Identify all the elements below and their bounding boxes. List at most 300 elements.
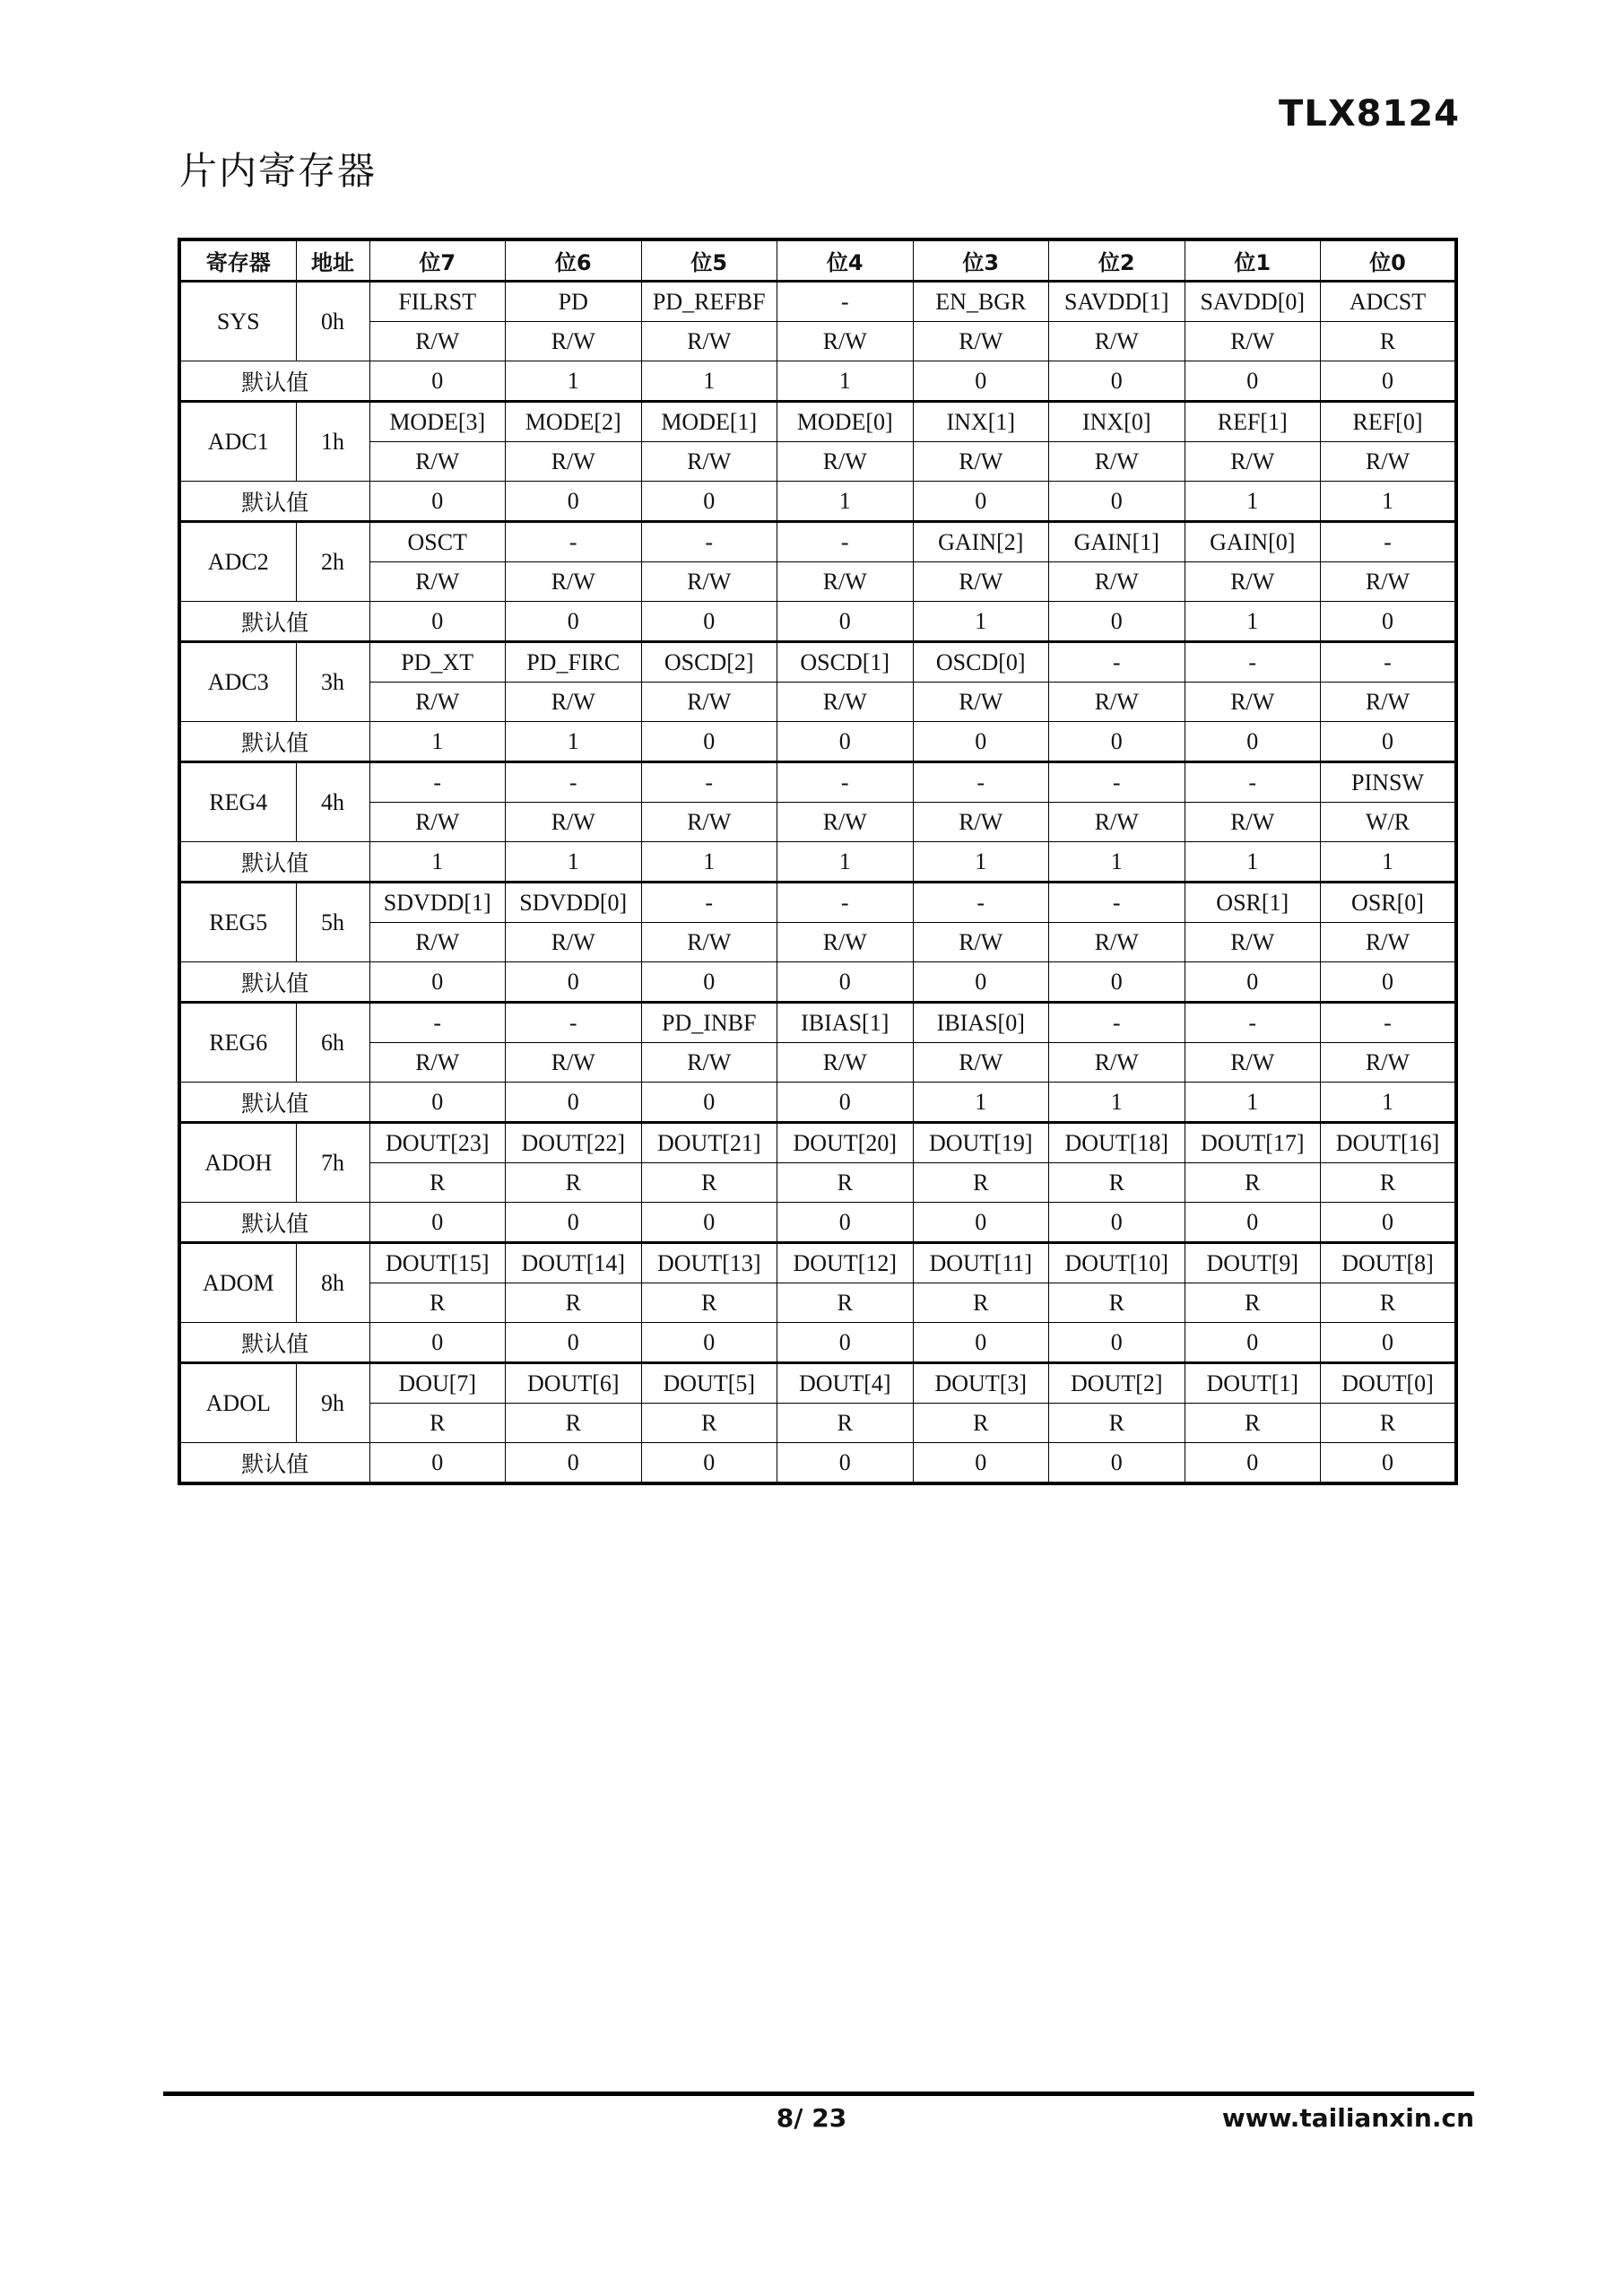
register-name: REG4 [179, 762, 296, 842]
register-name: ADC3 [179, 642, 296, 722]
register-access-row [179, 322, 1456, 361]
website-url: www.tailianxin.cn [1221, 2103, 1474, 2133]
default-value-cell: 0 [913, 1323, 1049, 1363]
default-value-cell: 0 [1049, 1443, 1185, 1484]
default-value-cell: 1 [1321, 842, 1457, 883]
access-type-cell: R [1185, 1404, 1321, 1443]
default-value-cell: 0 [369, 1203, 506, 1243]
access-type-cell: R [1321, 322, 1457, 361]
default-value-cell: 0 [1049, 962, 1185, 1003]
register-default-row [179, 842, 1456, 883]
bit-name-cell: INX[0] [1049, 402, 1185, 442]
column-header: 位7 [369, 239, 506, 282]
default-value-cell: 0 [506, 1323, 642, 1363]
access-type-cell: R/W [1049, 1043, 1185, 1083]
bit-name-cell: DOUT[10] [1049, 1243, 1185, 1283]
default-value-cell: 0 [641, 1203, 777, 1243]
access-type-cell: R/W [1049, 683, 1185, 722]
bit-name-cell: ADCST [1321, 282, 1457, 322]
default-value-cell: 1 [1049, 1083, 1185, 1123]
register-bits-row [179, 883, 1456, 923]
default-value-cell: 0 [369, 1443, 506, 1484]
default-value-cell: 0 [506, 962, 642, 1003]
default-value-cell: 0 [1321, 361, 1457, 402]
access-type-cell: R/W [641, 683, 777, 722]
default-value-cell: 0 [777, 962, 914, 1003]
bit-name-cell: GAIN[0] [1185, 522, 1321, 562]
default-value-cell: 0 [506, 1203, 642, 1243]
bit-name-cell: - [1185, 642, 1321, 683]
access-type-cell: R [777, 1404, 914, 1443]
bit-name-cell: - [777, 282, 914, 322]
register-address: 8h [296, 1243, 369, 1323]
access-type-cell: R [506, 1404, 642, 1443]
access-type-cell: R/W [506, 683, 642, 722]
access-type-cell: R/W [1185, 562, 1321, 602]
register-access-row [179, 562, 1456, 602]
access-type-cell: R/W [369, 322, 506, 361]
bit-name-cell: OSCD[2] [641, 642, 777, 683]
default-value-cell: 1 [913, 1083, 1049, 1123]
bit-name-cell: DOUT[6] [506, 1363, 642, 1404]
access-type-cell: R/W [1321, 683, 1457, 722]
access-type-cell: R [1321, 1283, 1457, 1323]
bit-name-cell: - [1185, 1003, 1321, 1043]
access-type-cell: R/W [777, 562, 914, 602]
access-type-cell: R/W [777, 683, 914, 722]
default-value-cell: 0 [1321, 602, 1457, 642]
register-bits-row [179, 1363, 1456, 1404]
register-default-row [179, 1443, 1456, 1484]
default-value-cell: 0 [777, 722, 914, 762]
bit-name-cell: DOUT[16] [1321, 1123, 1457, 1163]
bit-name-cell: DOUT[4] [777, 1363, 914, 1404]
page-number: 8/ 23 [776, 2103, 847, 2133]
bit-name-cell: DOUT[21] [641, 1123, 777, 1163]
register-bits-row [179, 1003, 1456, 1043]
register-bits-row [179, 402, 1456, 442]
default-value-cell: 1 [1185, 482, 1321, 522]
default-value-cell: 0 [369, 482, 506, 522]
access-type-cell: R/W [913, 923, 1049, 962]
default-value-cell: 1 [1185, 1083, 1321, 1123]
bit-name-cell: REF[0] [1321, 402, 1457, 442]
bit-name-cell: MODE[2] [506, 402, 642, 442]
register-address: 2h [296, 522, 369, 602]
access-type-cell: R/W [1321, 442, 1457, 482]
access-type-cell: R/W [369, 442, 506, 482]
bit-name-cell: FILRST [369, 282, 506, 322]
register-access-row [179, 923, 1456, 962]
bit-name-cell: - [1049, 1003, 1185, 1043]
bit-name-cell: GAIN[1] [1049, 522, 1185, 562]
bit-name-cell: - [641, 762, 777, 803]
bit-name-cell: - [1049, 642, 1185, 683]
access-type-cell: R/W [1049, 803, 1185, 842]
access-type-cell: R/W [641, 803, 777, 842]
access-type-cell: R/W [1049, 442, 1185, 482]
register-default-row [179, 1203, 1456, 1243]
default-value-cell: 1 [777, 361, 914, 402]
register-address: 3h [296, 642, 369, 722]
bit-name-cell: - [641, 522, 777, 562]
bit-name-cell: REF[1] [1185, 402, 1321, 442]
default-value-cell: 0 [777, 602, 914, 642]
column-header: 位3 [913, 239, 1049, 282]
access-type-cell: R/W [913, 1043, 1049, 1083]
register-name: REG5 [179, 883, 296, 962]
register-address: 9h [296, 1363, 369, 1443]
register-access-row [179, 683, 1456, 722]
access-type-cell: R [1049, 1404, 1185, 1443]
access-type-cell: R [641, 1404, 777, 1443]
bit-name-cell: MODE[1] [641, 402, 777, 442]
bit-name-cell: PINSW [1321, 762, 1457, 803]
default-value-cell: 0 [641, 962, 777, 1003]
register-access-row [179, 1283, 1456, 1323]
default-value-cell: 0 [1049, 1203, 1185, 1243]
access-type-cell: R/W [506, 803, 642, 842]
bit-name-cell: - [1185, 762, 1321, 803]
bit-name-cell: MODE[3] [369, 402, 506, 442]
register-name: REG6 [179, 1003, 296, 1083]
access-type-cell: R [1185, 1283, 1321, 1323]
default-value-cell: 0 [777, 1203, 914, 1243]
bit-name-cell: EN_BGR [913, 282, 1049, 322]
bit-name-cell: - [1049, 883, 1185, 923]
bit-name-cell: PD_REFBF [641, 282, 777, 322]
register-bits-row [179, 522, 1456, 562]
bit-name-cell: PD_XT [369, 642, 506, 683]
bit-name-cell: DOUT[13] [641, 1243, 777, 1283]
default-value-cell: 1 [506, 722, 642, 762]
access-type-cell: R/W [1185, 442, 1321, 482]
bit-name-cell: DOUT[23] [369, 1123, 506, 1163]
column-header: 寄存器 [179, 239, 296, 282]
default-value-cell: 1 [777, 482, 914, 522]
default-value-cell: 0 [641, 482, 777, 522]
bit-name-cell: DOUT[17] [1185, 1123, 1321, 1163]
default-value-cell: 0 [369, 361, 506, 402]
default-value-cell: 0 [1185, 962, 1321, 1003]
register-name: ADOL [179, 1363, 296, 1443]
default-value-cell: 0 [641, 722, 777, 762]
default-value-cell: 0 [506, 1443, 642, 1484]
document-id: TLX8124 [1279, 93, 1460, 135]
register-access-row [179, 1404, 1456, 1443]
access-type-cell: R/W [777, 1043, 914, 1083]
default-value-cell: 0 [506, 602, 642, 642]
default-value-cell: 0 [1321, 722, 1457, 762]
bit-name-cell: PD_INBF [641, 1003, 777, 1043]
bit-name-cell: DOUT[8] [1321, 1243, 1457, 1283]
column-header: 位1 [1185, 239, 1321, 282]
bit-name-cell: - [506, 762, 642, 803]
bit-name-cell: - [913, 762, 1049, 803]
bit-name-cell: - [777, 883, 914, 923]
default-value-cell: 1 [506, 842, 642, 883]
register-default-row [179, 962, 1456, 1003]
bit-name-cell: - [913, 883, 1049, 923]
default-value-cell: 1 [1321, 482, 1457, 522]
register-access-row [179, 803, 1456, 842]
bit-name-cell: OSCT [369, 522, 506, 562]
bit-name-cell: DOUT[20] [777, 1123, 914, 1163]
default-value-label: 默认值 [179, 602, 369, 642]
access-type-cell: R/W [506, 923, 642, 962]
access-type-cell: R [506, 1283, 642, 1323]
bit-name-cell: DOUT[0] [1321, 1363, 1457, 1404]
access-type-cell: R/W [369, 923, 506, 962]
bit-name-cell: PD [506, 282, 642, 322]
register-name: ADC2 [179, 522, 296, 602]
access-type-cell: R/W [1321, 923, 1457, 962]
default-value-cell: 0 [1321, 962, 1457, 1003]
column-header: 位0 [1321, 239, 1457, 282]
default-value-cell: 0 [913, 962, 1049, 1003]
bit-name-cell: - [1049, 762, 1185, 803]
access-type-cell: R/W [1321, 562, 1457, 602]
bit-name-cell: - [506, 1003, 642, 1043]
table-header-row [179, 239, 1456, 282]
bit-name-cell: SDVDD[0] [506, 883, 642, 923]
bit-name-cell: IBIAS[0] [913, 1003, 1049, 1043]
access-type-cell: R/W [1185, 683, 1321, 722]
default-value-cell: 0 [777, 1083, 914, 1123]
register-address: 4h [296, 762, 369, 842]
default-value-cell: 0 [641, 1083, 777, 1123]
access-type-cell: R/W [641, 923, 777, 962]
register-access-row [179, 1163, 1456, 1203]
access-type-cell: R [641, 1283, 777, 1323]
access-type-cell: R/W [369, 683, 506, 722]
access-type-cell: R/W [506, 442, 642, 482]
access-type-cell: R [913, 1283, 1049, 1323]
access-type-cell: R/W [1185, 322, 1321, 361]
column-header: 位5 [641, 239, 777, 282]
bit-name-cell: DOUT[1] [1185, 1363, 1321, 1404]
bit-name-cell: DOU[7] [369, 1363, 506, 1404]
access-type-cell: R/W [641, 562, 777, 602]
bit-name-cell: - [777, 522, 914, 562]
access-type-cell: R/W [1049, 322, 1185, 361]
bit-name-cell: DOUT[11] [913, 1243, 1049, 1283]
access-type-cell: R/W [1049, 562, 1185, 602]
column-header: 位2 [1049, 239, 1185, 282]
access-type-cell: R/W [777, 442, 914, 482]
access-type-cell: R [1321, 1163, 1457, 1203]
access-type-cell: R/W [777, 322, 914, 361]
access-type-cell: R [1185, 1163, 1321, 1203]
bit-name-cell: - [641, 883, 777, 923]
register-table [178, 238, 1458, 1485]
register-name: SYS [179, 282, 296, 361]
register-default-row [179, 1323, 1456, 1363]
access-type-cell: R/W [641, 442, 777, 482]
default-value-cell: 0 [1185, 1323, 1321, 1363]
default-value-label: 默认值 [179, 1323, 369, 1363]
access-type-cell: R [1049, 1283, 1185, 1323]
default-value-cell: 0 [913, 361, 1049, 402]
bit-name-cell: GAIN[2] [913, 522, 1049, 562]
bit-name-cell: INX[1] [913, 402, 1049, 442]
default-value-label: 默认值 [179, 842, 369, 883]
access-type-cell: R [1049, 1163, 1185, 1203]
default-value-label: 默认值 [179, 1203, 369, 1243]
access-type-cell: R/W [913, 803, 1049, 842]
section-title: 片内寄存器 [179, 149, 378, 193]
register-name: ADOH [179, 1123, 296, 1203]
default-value-cell: 0 [506, 1083, 642, 1123]
access-type-cell: R/W [913, 322, 1049, 361]
default-value-label: 默认值 [179, 1443, 369, 1484]
default-value-cell: 0 [1321, 1443, 1457, 1484]
default-value-cell: 0 [1049, 1323, 1185, 1363]
default-value-cell: 1 [1049, 842, 1185, 883]
bit-name-cell: - [369, 762, 506, 803]
default-value-cell: 0 [1185, 722, 1321, 762]
bit-name-cell: DOUT[22] [506, 1123, 642, 1163]
access-type-cell: R [777, 1283, 914, 1323]
bit-name-cell: DOUT[19] [913, 1123, 1049, 1163]
default-value-cell: 0 [1049, 482, 1185, 522]
bit-name-cell: - [1321, 642, 1457, 683]
access-type-cell: R [913, 1163, 1049, 1203]
register-access-row [179, 1043, 1456, 1083]
bit-name-cell: OSR[1] [1185, 883, 1321, 923]
register-access-row [179, 442, 1456, 482]
bit-name-cell: OSR[0] [1321, 883, 1457, 923]
default-value-cell: 0 [641, 1443, 777, 1484]
register-bits-row [179, 282, 1456, 322]
default-value-cell: 0 [1049, 602, 1185, 642]
register-bits-row [179, 762, 1456, 803]
bit-name-cell: - [777, 762, 914, 803]
bit-name-cell: DOUT[14] [506, 1243, 642, 1283]
access-type-cell: R/W [506, 562, 642, 602]
default-value-cell: 0 [369, 1323, 506, 1363]
access-type-cell: R/W [641, 322, 777, 361]
register-address: 6h [296, 1003, 369, 1083]
default-value-cell: 0 [777, 1443, 914, 1484]
bit-name-cell: MODE[0] [777, 402, 914, 442]
bit-name-cell: DOUT[3] [913, 1363, 1049, 1404]
column-header: 位6 [506, 239, 642, 282]
register-default-row [179, 482, 1456, 522]
default-value-cell: 0 [369, 1083, 506, 1123]
default-value-cell: 0 [641, 602, 777, 642]
default-value-cell: 0 [369, 602, 506, 642]
default-value-cell: 0 [506, 482, 642, 522]
default-value-cell: 1 [913, 602, 1049, 642]
default-value-cell: 1 [506, 361, 642, 402]
access-type-cell: R [369, 1283, 506, 1323]
bit-name-cell: DOUT[9] [1185, 1243, 1321, 1283]
register-name: ADC1 [179, 402, 296, 482]
bit-name-cell: DOUT[15] [369, 1243, 506, 1283]
bit-name-cell: - [506, 522, 642, 562]
access-type-cell: R/W [369, 562, 506, 602]
bit-name-cell: - [369, 1003, 506, 1043]
bit-name-cell: OSCD[1] [777, 642, 914, 683]
register-address: 1h [296, 402, 369, 482]
bit-name-cell: PD_FIRC [506, 642, 642, 683]
default-value-cell: 1 [369, 722, 506, 762]
default-value-cell: 1 [1185, 842, 1321, 883]
default-value-label: 默认值 [179, 722, 369, 762]
access-type-cell: R [369, 1163, 506, 1203]
bit-name-cell: - [1321, 522, 1457, 562]
register-default-row [179, 361, 1456, 402]
default-value-cell: 0 [1185, 361, 1321, 402]
bit-name-cell: DOUT[18] [1049, 1123, 1185, 1163]
register-default-row [179, 722, 1456, 762]
default-value-cell: 1 [777, 842, 914, 883]
access-type-cell: R/W [913, 683, 1049, 722]
default-value-label: 默认值 [179, 482, 369, 522]
access-type-cell: R/W [1185, 923, 1321, 962]
default-value-cell: 1 [641, 361, 777, 402]
default-value-cell: 0 [1185, 1203, 1321, 1243]
default-value-cell: 0 [1321, 1203, 1457, 1243]
access-type-cell: R/W [1049, 923, 1185, 962]
bit-name-cell: DOUT[5] [641, 1363, 777, 1404]
default-value-cell: 0 [913, 482, 1049, 522]
register-address: 5h [296, 883, 369, 962]
register-address: 7h [296, 1123, 369, 1203]
column-header: 位4 [777, 239, 914, 282]
default-value-cell: 1 [1321, 1083, 1457, 1123]
register-bits-row [179, 1123, 1456, 1163]
bit-name-cell: OSCD[0] [913, 642, 1049, 683]
access-type-cell: R [913, 1404, 1049, 1443]
default-value-cell: 0 [641, 1323, 777, 1363]
default-value-cell: 1 [369, 842, 506, 883]
access-type-cell: R/W [777, 803, 914, 842]
bit-name-cell: - [1321, 1003, 1457, 1043]
access-type-cell: R/W [913, 562, 1049, 602]
access-type-cell: R/W [777, 923, 914, 962]
default-value-label: 默认值 [179, 361, 369, 402]
register-default-row [179, 602, 1456, 642]
access-type-cell: R [1321, 1404, 1457, 1443]
register-table-body [179, 282, 1456, 1484]
default-value-cell: 0 [369, 962, 506, 1003]
access-type-cell: R/W [913, 442, 1049, 482]
register-default-row [179, 1083, 1456, 1123]
access-type-cell: R/W [369, 1043, 506, 1083]
access-type-cell: R/W [641, 1043, 777, 1083]
default-value-cell: 0 [913, 1203, 1049, 1243]
default-value-cell: 0 [1049, 722, 1185, 762]
default-value-cell: 0 [777, 1323, 914, 1363]
access-type-cell: R/W [369, 803, 506, 842]
default-value-cell: 0 [1049, 361, 1185, 402]
default-value-label: 默认值 [179, 962, 369, 1003]
register-address: 0h [296, 282, 369, 361]
access-type-cell: R [641, 1163, 777, 1203]
default-value-cell: 0 [1185, 1443, 1321, 1484]
access-type-cell: R/W [1321, 1043, 1457, 1083]
footer-rule [163, 2092, 1474, 2096]
default-value-cell: 1 [913, 842, 1049, 883]
default-value-cell: 0 [913, 1443, 1049, 1484]
register-bits-row [179, 1243, 1456, 1283]
bit-name-cell: IBIAS[1] [777, 1003, 914, 1043]
bit-name-cell: SAVDD[1] [1049, 282, 1185, 322]
bit-name-cell: DOUT[2] [1049, 1363, 1185, 1404]
access-type-cell: R [506, 1163, 642, 1203]
